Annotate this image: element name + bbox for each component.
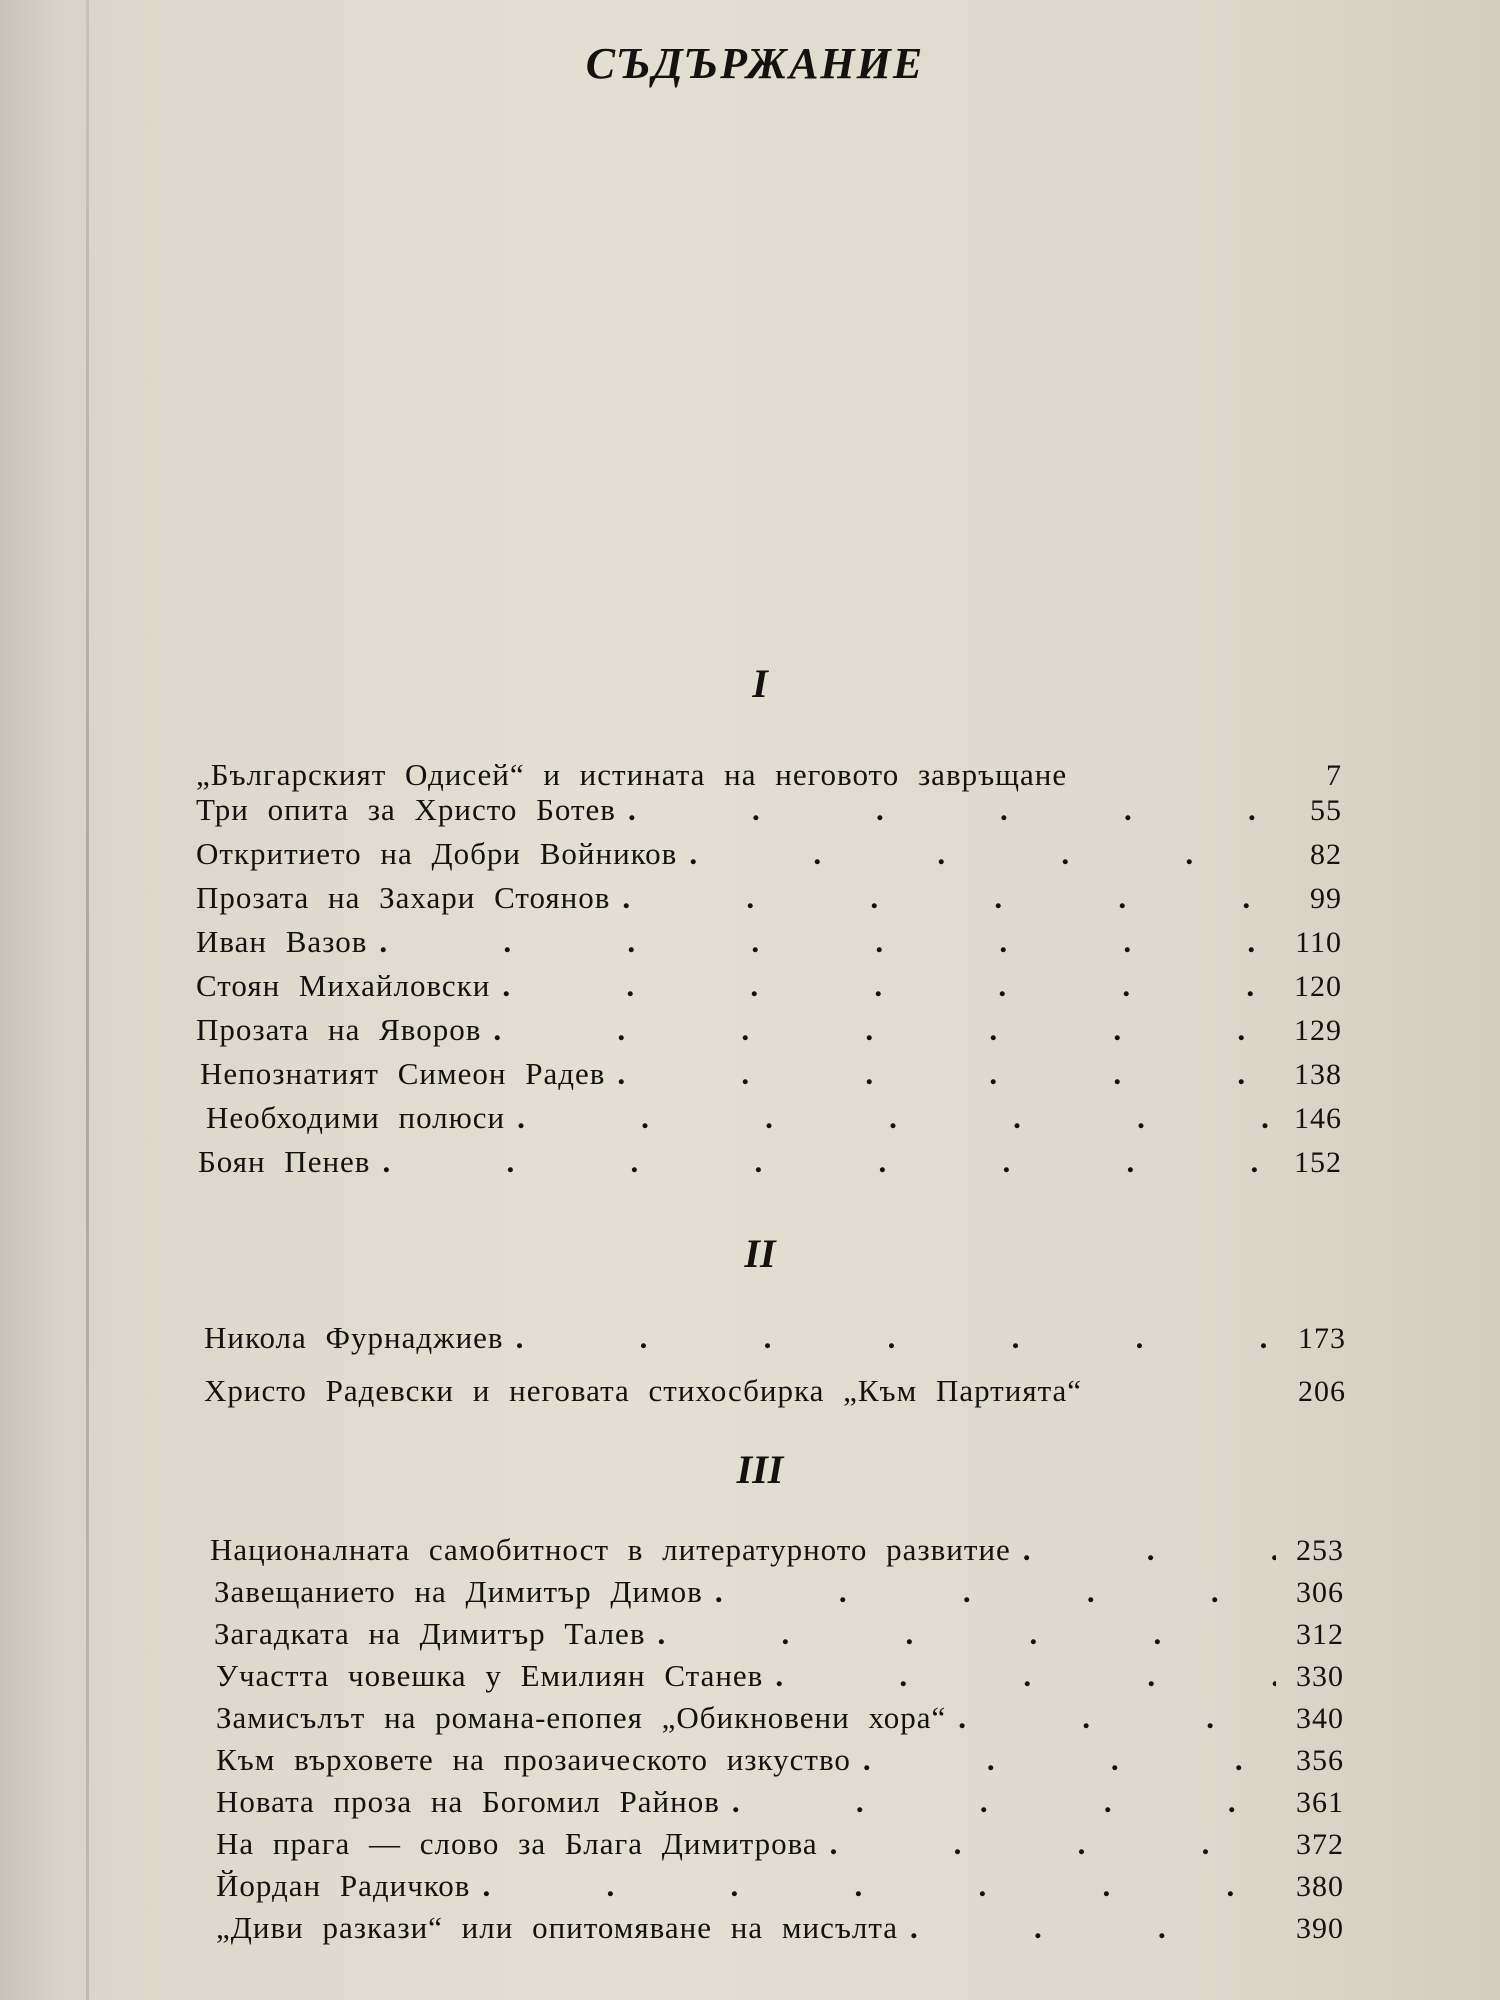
toc-entry-page: 120 [1294,970,1342,1003]
toc-entry-page: 129 [1294,1014,1342,1047]
section-heading-2: II [744,1231,776,1276]
toc-entry-page: 312 [1296,1618,1344,1651]
toc-entry-title: Загадката на Димитър Талев [214,1616,646,1651]
toc-entry-page: 152 [1294,1146,1342,1179]
toc-entry[interactable] [206,1100,1342,1137]
toc-entry-title: Иван Вазов [196,924,368,959]
dot-leader [1023,1532,1276,1569]
dot-leader [775,1658,1276,1695]
toc-entry[interactable] [200,1056,1342,1093]
toc-entry-page: 55 [1310,794,1342,827]
toc-entry-page: 138 [1294,1058,1342,1091]
toc-entry-title: Непознатият Симеон Радев [200,1056,606,1091]
toc-entry-title: Завещанието на Димитър Димов [214,1574,703,1609]
dot-leader [628,792,1274,829]
toc-entry[interactable] [204,1364,1346,1409]
toc-entry-page: 82 [1310,838,1342,871]
toc-entry[interactable] [214,1616,1344,1653]
dot-leader [622,880,1274,917]
toc-entry[interactable] [210,1532,1344,1569]
dot-leader [516,1320,1278,1357]
section-heading-1: I [752,661,768,706]
toc-entry-title: Никола Фурнаджиев [204,1320,504,1355]
toc-entry-page: 146 [1294,1102,1342,1135]
toc-entry-page: 330 [1296,1660,1344,1693]
toc-entry[interactable] [216,1784,1344,1821]
toc-entry[interactable] [196,748,1342,793]
toc-entry-title: Прозата на Захари Стоянов [196,880,611,915]
dot-leader [382,1144,1274,1181]
page-title: СЪДЪРЖАНИЕ [585,39,925,88]
toc-entry-page: 361 [1296,1786,1344,1819]
toc-entry[interactable] [216,1826,1344,1863]
toc-entry[interactable] [196,924,1342,961]
toc-entry[interactable] [216,1910,1344,1947]
toc-entry[interactable] [216,1700,1344,1737]
toc-entry-page: 340 [1296,1702,1344,1735]
dot-leader [482,1868,1276,1905]
dot-leader [910,1910,1276,1947]
toc-entry-title: На прага — слово за Блага Димитрова [216,1826,818,1861]
toc-entry-page: 253 [1296,1534,1344,1567]
toc-entry-title: Откритието на Добри Войников [196,836,678,871]
toc-entry-title: Три опита за Христо Ботев [196,792,616,827]
toc-entry-page: 380 [1296,1870,1344,1903]
toc-entry[interactable] [196,968,1342,1005]
dot-leader [958,1700,1276,1737]
toc-entry-page: 7 [1326,759,1342,793]
toc-entry-page: 110 [1295,926,1342,959]
toc-entry-title: Стоян Михайловски [196,968,491,1003]
toc-entry-title: „Българският Одисей“ и истината на неговото завръщане [196,757,1068,793]
toc-entry-page: 99 [1310,882,1342,915]
toc-entry[interactable] [196,836,1342,873]
toc-entry[interactable] [216,1742,1344,1779]
toc-entry-title: Необходими полюси [206,1100,506,1135]
toc-entry-page: 390 [1296,1912,1344,1945]
toc-entry[interactable] [198,1144,1342,1181]
toc-entry-page: 372 [1296,1828,1344,1861]
dot-leader [830,1826,1276,1863]
toc-entry-title: Новата проза на Богомил Райнов [216,1784,720,1819]
toc-entry-page: 173 [1298,1322,1346,1355]
page-gutter-shadow [86,0,89,2000]
dot-leader [493,1012,1274,1049]
dot-leader [517,1100,1274,1137]
toc-entry-title: Йордан Радичков [216,1868,471,1903]
toc-entry-title: Националната самобитност в литературното развитие [210,1532,1011,1567]
dot-leader [732,1784,1276,1821]
toc-entry[interactable] [196,880,1342,917]
toc-entry-title: „Диви разкази“ или опитомяване на мисълта [216,1910,899,1945]
toc-entry[interactable] [216,1658,1344,1695]
toc-entry[interactable] [204,1320,1346,1357]
toc-entry-title: Прозата на Яворов [196,1012,482,1047]
dot-leader [617,1056,1274,1093]
dot-leader [863,1742,1276,1779]
toc-entry-title: Замисълът на романа-епопея „Обикновени хора“ [216,1700,947,1735]
toc-entry-title: Христо Радевски и неговата стихосбирка „Към Партията“ [204,1373,1083,1409]
dot-leader [379,924,1274,961]
toc-entry-page: 206 [1298,1375,1346,1409]
dot-leader [1094,1364,1278,1401]
dot-leader [657,1616,1276,1653]
toc-entry-title: Боян Пенев [198,1144,371,1179]
toc-entry[interactable] [196,1012,1342,1049]
dot-leader [689,836,1274,873]
toc-entry[interactable] [196,792,1342,829]
toc-entry-page: 306 [1296,1576,1344,1609]
toc-entry-title: Участта човешка у Емилиян Станев [216,1658,764,1693]
dot-leader [502,968,1274,1005]
toc-entry[interactable] [216,1868,1344,1905]
toc-entry[interactable] [214,1574,1344,1611]
dot-leader [1079,748,1274,785]
toc-entry-page: 356 [1296,1744,1344,1777]
dot-leader [715,1574,1276,1611]
section-heading-3: III [736,1447,784,1492]
toc-entry-title: Към върховете на прозаическото изкуство [216,1742,851,1777]
